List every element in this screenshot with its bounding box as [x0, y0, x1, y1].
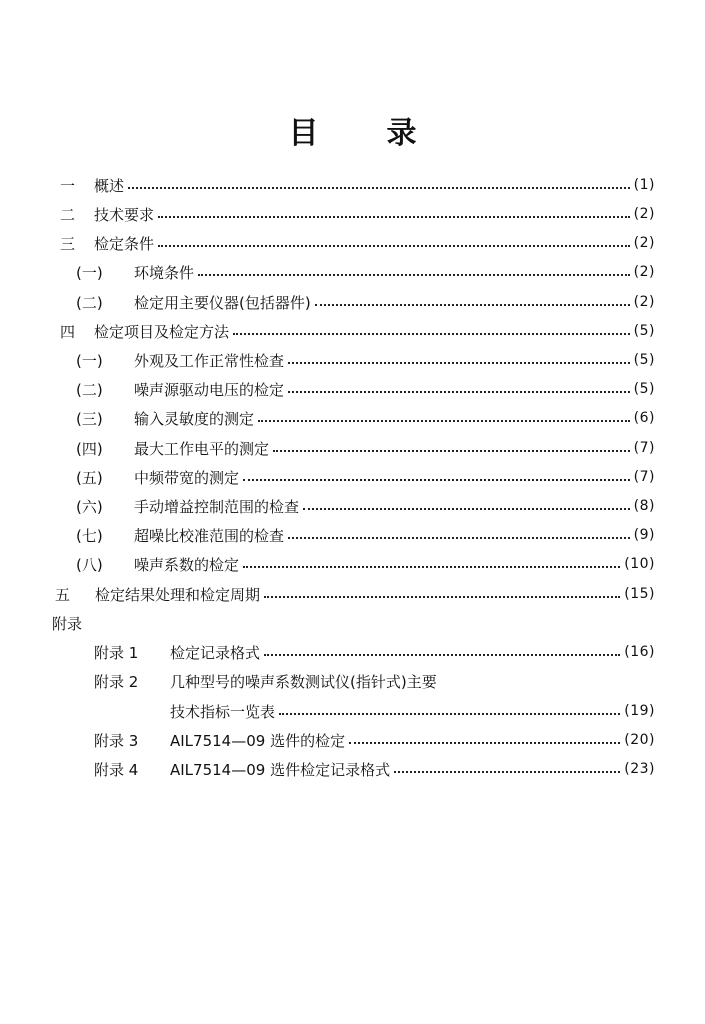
- entry-number: (四): [76, 439, 103, 458]
- appendix-heading: 附录: [52, 614, 83, 633]
- entry-title: 输入灵敏度的测定: [134, 409, 255, 428]
- entry-page: (20): [624, 732, 655, 748]
- toc-entry: [0, 261, 705, 283]
- entry-number: (一): [76, 263, 103, 282]
- entry-title: 检定条件: [94, 234, 155, 253]
- dot-leader: [128, 187, 630, 189]
- entry-number: 附录 1: [94, 643, 139, 662]
- entry-number: (七): [76, 526, 103, 545]
- entry-title: 环境条件: [134, 263, 195, 282]
- entry-page: (5): [633, 323, 655, 339]
- dot-leader: [315, 304, 630, 306]
- entry-number: 四: [60, 322, 76, 341]
- entry-number: 三: [60, 234, 76, 253]
- toc-section-heading: [0, 612, 705, 634]
- toc-entry: [0, 232, 705, 254]
- entry-number: 附录 3: [94, 731, 139, 750]
- entry-title: 外观及工作正常性检查: [134, 351, 285, 370]
- entry-title: 噪声系数的检定: [134, 555, 240, 574]
- dot-leader: [258, 420, 630, 422]
- entry-title: 最大工作电平的测定: [134, 439, 270, 458]
- entry-number: (二): [76, 380, 103, 399]
- dot-leader: [198, 274, 630, 276]
- toc-entry: [0, 553, 705, 575]
- entry-title: 超噪比校准范围的检查: [134, 526, 285, 545]
- entry-title: 噪声源驱动电压的检定: [134, 380, 285, 399]
- toc-entry: [0, 174, 705, 196]
- entry-number: 附录 4: [94, 760, 139, 779]
- toc-entry: [0, 203, 705, 225]
- entry-title: 技术指标一览表: [170, 702, 276, 721]
- page-title: [0, 108, 705, 152]
- dot-leader: [243, 566, 620, 568]
- dot-leader: [158, 216, 630, 218]
- entry-title: AIL7514—09 选件的检定: [170, 731, 346, 750]
- toc-entry: [0, 524, 705, 546]
- entry-number: (五): [76, 468, 103, 487]
- entry-number: 一: [60, 176, 76, 195]
- dot-leader: [288, 391, 630, 393]
- toc-entry: [0, 670, 705, 692]
- dot-leader: [279, 713, 620, 715]
- entry-title: 概述: [94, 176, 125, 195]
- entry-page: (2): [633, 206, 655, 222]
- entry-title: 中频带宽的测定: [134, 468, 240, 487]
- entry-page: (2): [633, 235, 655, 251]
- toc-entry: [0, 349, 705, 371]
- dot-leader: [233, 333, 630, 335]
- entry-title: 检定结果处理和检定周期: [95, 585, 261, 604]
- entry-page: (16): [624, 644, 655, 660]
- entry-title: 检定记录格式: [170, 643, 261, 662]
- dot-leader: [273, 450, 630, 452]
- entry-number: 二: [60, 205, 76, 224]
- entry-page: (2): [633, 264, 655, 280]
- entry-number: (二): [76, 293, 103, 312]
- entry-page: (6): [633, 410, 655, 426]
- entry-number: 五: [55, 585, 71, 604]
- toc-entry: [0, 378, 705, 400]
- toc-entry: [0, 407, 705, 429]
- dot-leader: [288, 537, 630, 539]
- toc-entry: [0, 641, 705, 663]
- entry-page: (10): [624, 556, 655, 572]
- toc-entry: [0, 495, 705, 517]
- toc-entry: [0, 729, 705, 751]
- toc-entry-continuation: [0, 700, 705, 722]
- dot-leader: [264, 596, 620, 598]
- entry-page: (15): [624, 586, 655, 602]
- dot-leader: [158, 245, 630, 247]
- dot-leader: [303, 508, 630, 510]
- toc-entry: [0, 291, 705, 313]
- dot-leader: [243, 479, 630, 481]
- title-char-1: 目: [288, 116, 319, 151]
- entry-title: 手动增益控制范围的检查: [134, 497, 300, 516]
- entry-page: (8): [633, 498, 655, 514]
- toc-entry: [0, 758, 705, 780]
- entry-number: (三): [76, 409, 103, 428]
- dot-leader: [394, 771, 620, 773]
- entry-page: (23): [624, 761, 655, 777]
- entry-page: (19): [624, 703, 655, 719]
- entry-page: (5): [633, 352, 655, 368]
- entry-title: 技术要求: [94, 205, 155, 224]
- entry-page: (1): [633, 177, 655, 193]
- entry-page: (2): [633, 294, 655, 310]
- entry-page: (5): [633, 381, 655, 397]
- toc-entry: [0, 437, 705, 459]
- entry-title: AIL7514—09 选件检定记录格式: [170, 760, 391, 779]
- dot-leader: [349, 742, 620, 744]
- entry-page: (9): [633, 527, 655, 543]
- toc-entry: [0, 583, 705, 605]
- toc-entry: [0, 320, 705, 342]
- entry-page: (7): [633, 440, 655, 456]
- entry-number: (八): [76, 555, 103, 574]
- entry-title: 检定用主要仪器(包括器件): [134, 293, 311, 312]
- entry-number: (一): [76, 351, 103, 370]
- entry-number: (六): [76, 497, 103, 516]
- entry-number: 附录 2: [94, 672, 139, 691]
- dot-leader: [264, 654, 620, 656]
- entry-title: 几种型号的噪声系数测试仪(指针式)主要: [170, 672, 437, 691]
- entry-title: 检定项目及检定方法: [94, 322, 230, 341]
- dot-leader: [288, 362, 630, 364]
- title-char-2: 录: [386, 116, 417, 151]
- entry-page: (7): [633, 469, 655, 485]
- toc-entry: [0, 466, 705, 488]
